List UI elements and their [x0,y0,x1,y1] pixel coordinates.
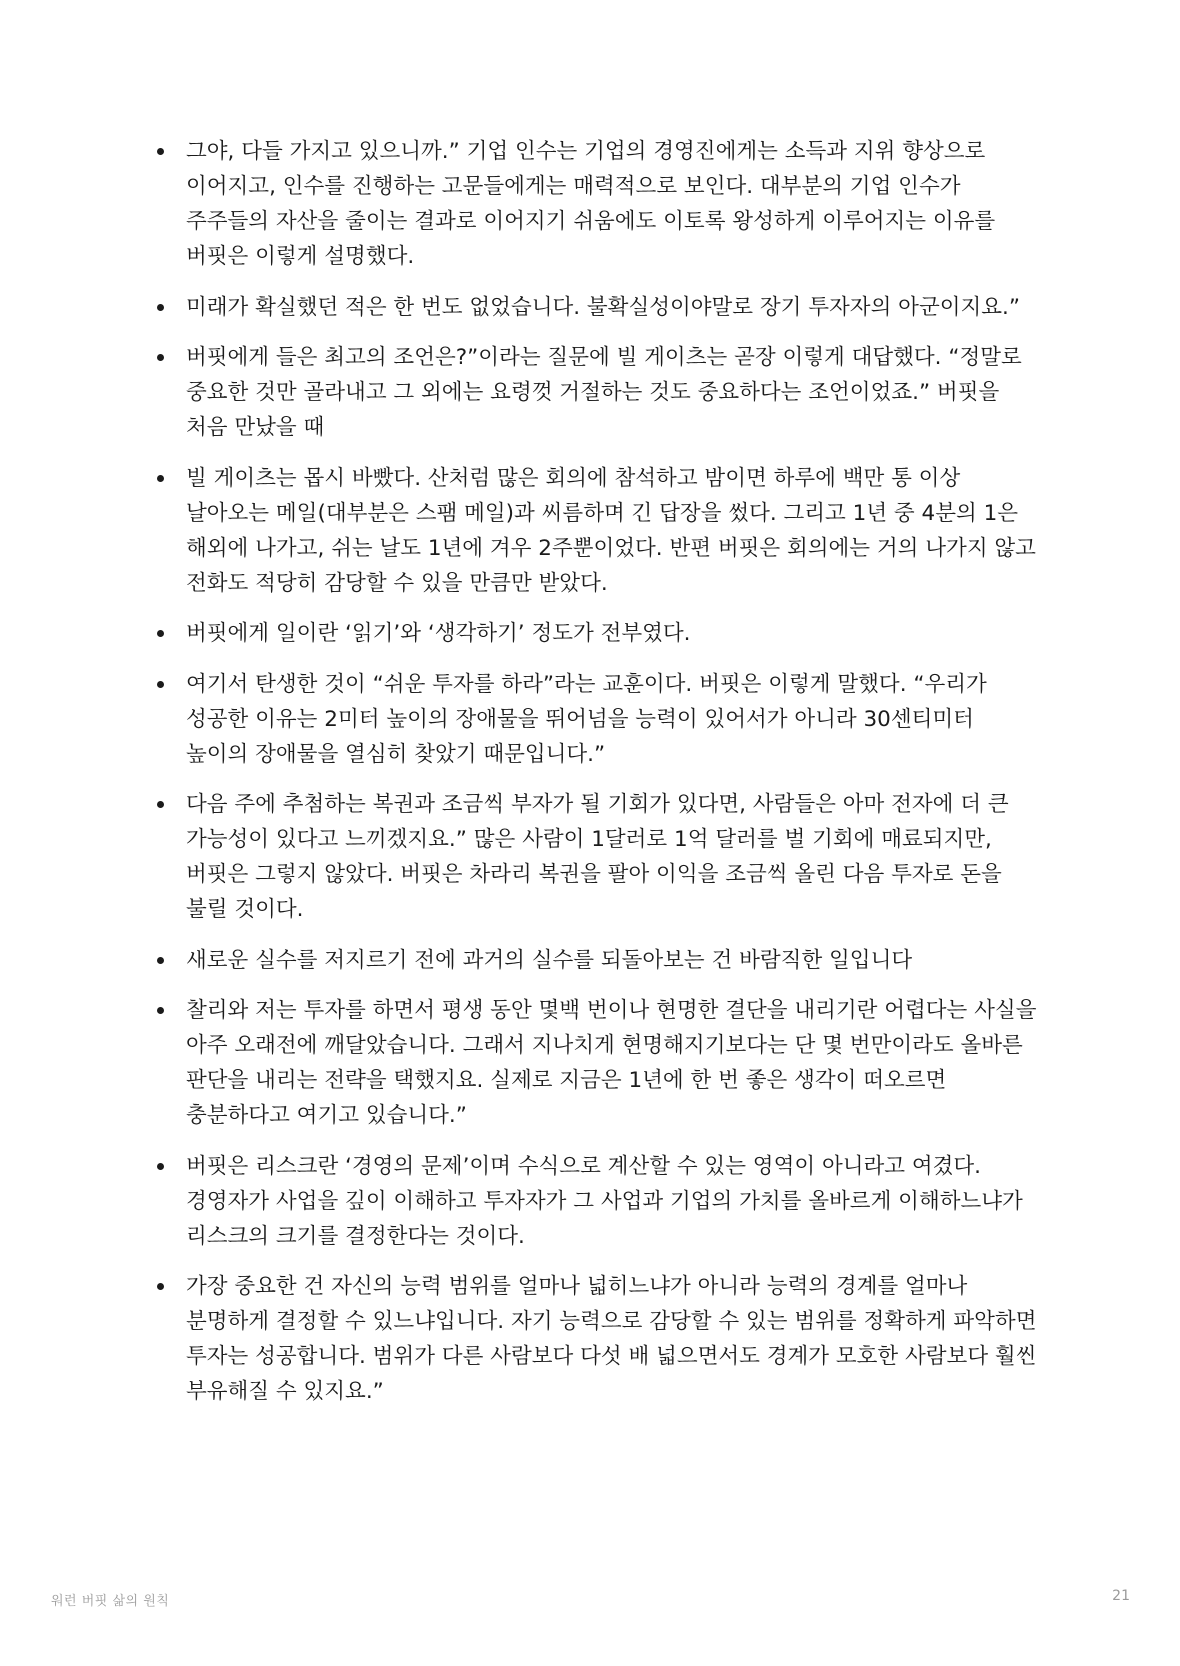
list-item [150,461,1040,601]
list-item [150,290,1040,325]
list-item [150,340,1040,445]
list-item [150,1149,1040,1254]
bullet-icon [157,957,164,964]
list-item [150,616,1040,651]
list-item [150,993,1040,1133]
list-item-text: 빌 게이츠는 몹시 바빴다. 산처럼 많은 회의에 참석하고 밤이면 하루에 백만 통 이상 날아오는 메일(대부분은 스팸 메일)과 씨름하며 긴 답장을 썼다. 그리고 1년 중 4분의 1은 해외에 나가고, 쉬는 날도 1년에 겨우 2주뿐이었다. 반편 버핏은 회의에는 거의 나가지 않고 전화도 적당히 감당할 수 있을 만큼만 받았다. [186,465,1036,596]
list-item-text: 미래가 확실했던 적은 한 번도 없었습니다. 불확실성이야말로 장기 투자자의 아군이지요.” [186,294,1021,320]
bullet-icon [157,681,164,688]
list-item-text: 가장 중요한 건 자신의 능력 범위를 얼마나 넓히느냐가 아니라 능력의 경계를 얼마나 분명하게 결정할 수 있느냐입니다. 자기 능력으로 감당할 수 있는 범위를 정확하게 파악하면 투자는 성공합니다. 범위가 다른 사람보다 다섯 배 넓으면서도 경계가 모호한 사람보다 훨씬 부유해질 수 있지요.” [186,1274,1037,1404]
bullet-icon [157,475,164,482]
bullet-icon [157,1283,164,1290]
list-item-text: 여기서 탄생한 것이 “쉬운 투자를 하라”라는 교훈이다. 버핏은 이렇게 말했다. “우리가 성공한 이유는 2미터 높이의 장애물을 뛰어넘을 능력이 있어서가 아니라 30센티미터 높이의 장애물을 열심히 찾았기 때문입니다.” [186,671,987,767]
list-item-text: 버핏은 리스크란 ‘경영의 문제’이며 수식으로 계산할 수 있는 영역이 아니라고 여겼다. 경영자가 사업을 깊이 이해하고 투자자가 그 사업과 기업의 가치를 올바르게 이해하느냐가 리스크의 크기를 결정한다는 것이다. [186,1153,1023,1249]
list-item-text: 버핏에게 들은 최고의 조언은?”이라는 질문에 빌 게이츠는 곧장 이렇게 대답했다. “정말로 중요한 것만 골라내고 그 외에는 요령껏 거절하는 것도 중요하다는 조언이었죠.” 버핏을 처음 만났을 때 [186,345,1022,440]
bullet-icon [157,1163,164,1170]
list-item [150,787,1040,927]
list-item-text: 버핏에게 일이란 ‘읽기’와 ‘생각하기’ 정도가 전부였다. [186,621,691,646]
list-item [150,943,1040,978]
list-item [150,134,1040,274]
list-item-text: 그야, 다들 가지고 있으니까.” 기업 인수는 기업의 경영진에게는 소득과 지위 향상으로 이어지고, 인수를 진행하는 고문들에게는 매력적으로 보인다. 대부분의 기업 인수가 주주들의 자산을 줄이는 결과로 이어지기 쉬움에도 이토록 왕성하게 이루어지는 이유를 버핏은 이렇게 설명했다. [186,139,996,269]
page-body [150,134,1040,1425]
bullet-list [150,134,1040,1409]
list-item-text: 찰리와 저는 투자를 하면서 평생 동안 몇백 번이나 현명한 결단을 내리기란 어렵다는 사실을 아주 오래전에 깨달았습니다. 그래서 지나치게 현명해지기보다는 단 몇 번만이라도 올바른 판단을 내리는 전략을 택했지요. 실제로 지금은 1년에 한 번 좋은 생각이 떠오르면 충분하다고 여기고 있습니다.” [186,998,1037,1128]
list-item [150,667,1040,772]
list-item [150,1269,1040,1409]
footer-page-number: 21 [1112,1588,1130,1604]
list-item-text: 다음 주에 추첨하는 복권과 조금씩 부자가 될 기회가 있다면, 사람들은 아마 전자에 더 큰 가능성이 있다고 느끼겠지요.” 많은 사람이 1달러로 1억 달러를 벌 기회에 매료되지만, 버핏은 그렇지 않았다. 버핏은 차라리 복권을 팔아 이익을 조금씩 올린 다음 투자로 돈을 불릴 것이다. [186,792,1009,922]
bullet-icon [157,304,164,311]
bullet-icon [157,1007,164,1014]
list-item-text: 새로운 실수를 저지르기 전에 과거의 실수를 되돌아보는 건 바람직한 일입니다 [186,947,913,973]
bullet-icon [157,354,164,361]
bullet-icon [157,148,164,155]
bullet-icon [157,630,164,637]
bullet-icon [157,801,164,808]
footer-book-title: 워런 버핏 삶의 원칙 [51,1594,170,1609]
